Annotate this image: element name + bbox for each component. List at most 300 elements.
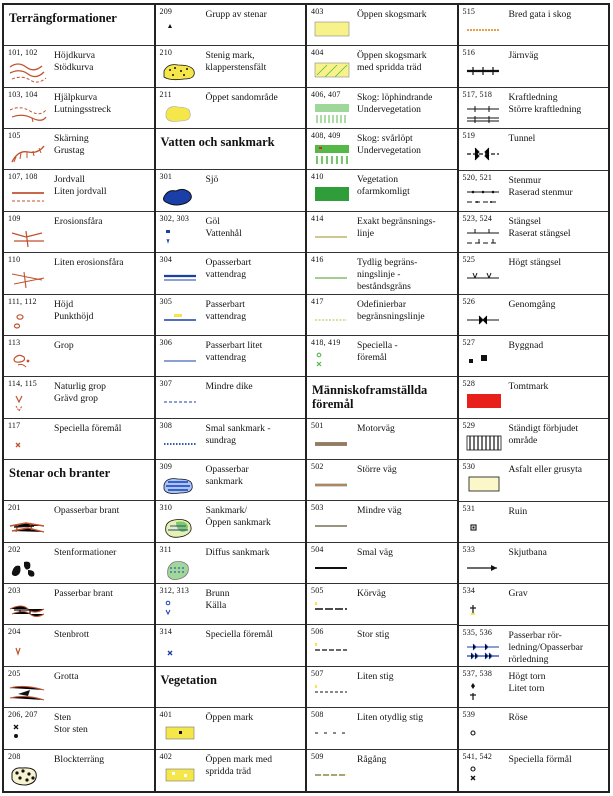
symbol-label-line: Högt torn (508, 671, 546, 682)
symbol-label-line: Exakt begränsnings- (357, 215, 436, 227)
legend-item (307, 667, 457, 708)
section-heading-line: Vatten och sankmark (160, 135, 275, 150)
legend-item (459, 502, 609, 543)
symbol-label (206, 216, 242, 240)
symbol-label-line: Grop (54, 339, 74, 351)
legend-item (156, 46, 306, 87)
legend-sheet (2, 3, 610, 793)
symbol-number: 537, 538 (462, 669, 493, 678)
symbol-number: 516 (462, 48, 476, 58)
lake-icon (160, 183, 200, 207)
section-heading-line: Vegetation (160, 672, 217, 687)
symbol-label (206, 712, 254, 724)
symbol-number: 301 (159, 172, 173, 182)
form-line-icon (8, 101, 48, 125)
legend-item (307, 129, 457, 170)
symbol-label-line: sundrag (205, 434, 236, 446)
minor-road-icon (311, 514, 351, 538)
symbol-number: 531 (462, 503, 476, 513)
symbol-number: 515 (462, 7, 476, 16)
rough-open-trees-icon (311, 59, 351, 83)
symbol-label-line: Byggnad (508, 340, 544, 351)
legend-item (307, 253, 457, 294)
symbol-label-line: område (508, 434, 538, 446)
vegetation-feature-icon (311, 349, 351, 373)
impassable-watercourse-icon (160, 266, 200, 290)
symbol-label-line: ningslinje - (357, 269, 401, 281)
symbol-number: 533 (462, 544, 476, 554)
small-erosion-gully-icon (8, 266, 48, 290)
section-heading-line: Terrängformationer (9, 11, 117, 25)
symbol-label-line: Höjd (54, 298, 74, 310)
symbol-label (509, 754, 572, 766)
symbol-label-line: Genomgång (508, 298, 556, 310)
symbol-label-line: Öppen skogsmark (357, 50, 427, 62)
legend-item (4, 708, 154, 749)
symbol-label-line: Öppen skogsmark (357, 9, 427, 20)
legend-item (4, 750, 154, 791)
symbol-label-line: Motorväg (357, 422, 395, 434)
legend-item (4, 295, 154, 336)
passable-watercourse-icon (160, 308, 200, 332)
rocky-pit-icon (8, 638, 48, 662)
railway-icon (463, 59, 503, 83)
symbol-label-line: Högt stängsel (508, 257, 561, 269)
symbol-label (509, 506, 528, 518)
symbol-label-line: Vattenhål (205, 227, 242, 239)
symbol-label (54, 340, 74, 352)
symbol-number: 109 (8, 213, 21, 223)
symbol-label-line: Stängsel (508, 215, 542, 227)
symbol-number: 401 (159, 710, 173, 720)
symbol-label-line: spridda träd (205, 765, 252, 777)
well-icon (160, 597, 200, 621)
open-land-trees-icon (160, 763, 200, 787)
symbol-number: 523, 524 (462, 213, 493, 223)
crossing-point-icon (463, 308, 503, 332)
symbol-number: 507 (311, 668, 324, 678)
symbol-label-line: Bred gata i skog (508, 9, 572, 20)
symbol-label-line: Raserat stängsel (508, 227, 571, 239)
depression-icon (8, 349, 48, 373)
symbol-label-line: Smal väg (357, 546, 393, 558)
legend-item (156, 5, 306, 46)
symbol-label (54, 671, 79, 683)
symbol-label (357, 588, 386, 600)
symbol-label-line: Speciella förmål (508, 753, 572, 765)
symbol-label (54, 216, 102, 228)
legend-item (459, 667, 609, 708)
symbol-label (357, 547, 393, 559)
pit-icon (8, 390, 48, 414)
open-sandy-ground-icon (160, 101, 200, 125)
symbol-label-line: Liten otydlig stig (357, 712, 424, 724)
symbol-label-line: Diffus sankmark (205, 546, 270, 558)
symbol-label-line: Kraftledning (508, 91, 558, 103)
section-heading-line: Stenar och branter (9, 466, 111, 480)
symbol-label-line: Vegetation (357, 174, 399, 186)
symbol-label (509, 9, 572, 21)
legend-item (4, 336, 154, 377)
legend-item (459, 295, 609, 336)
symbol-label-line: Sten (54, 712, 72, 724)
symbol-number: 404 (311, 48, 324, 58)
symbol-number: 111, 112 (8, 296, 37, 306)
symbol-number: 206, 207 (8, 710, 38, 720)
stone-wall-icon (463, 184, 503, 208)
symbol-label (357, 671, 394, 683)
erosion-gully-icon (8, 225, 48, 249)
symbol-label (509, 712, 528, 724)
symbol-label (54, 423, 121, 435)
legend-item (4, 377, 154, 418)
legend-item (4, 543, 154, 584)
symbol-label-line: Sjö (205, 174, 219, 186)
legend-item (156, 584, 306, 625)
symbol-number: 202 (8, 544, 21, 554)
symbol-label-line: Skjutbana (508, 546, 547, 558)
symbol-number: 501 (311, 420, 324, 430)
symbol-number: 208 (8, 751, 21, 761)
symbol-number: 525 (462, 255, 476, 265)
ride-icon (311, 763, 351, 787)
symbol-number: 110 (8, 255, 21, 265)
legend-item (459, 88, 609, 129)
symbol-label (509, 423, 579, 447)
symbol-label-line: Stor sten (54, 724, 88, 736)
symbol-label-line: Stenbrott (54, 629, 90, 641)
symbol-label-line: Höjdkurva (54, 50, 96, 62)
symbol-label (509, 381, 549, 393)
symbol-label-line: Öppen mark (205, 712, 254, 724)
legend-item (459, 212, 609, 253)
symbol-number: 408, 409 (311, 131, 341, 141)
fence-icon (463, 225, 503, 249)
motorway-icon (311, 432, 351, 456)
symbol-label-line: Smal sankmark - (205, 422, 271, 434)
cave-icon (8, 680, 48, 704)
symbol-label-line: Speciella - (357, 339, 398, 351)
symbol-label-line: Järnväg (508, 50, 539, 62)
wide-street-icon (463, 18, 503, 42)
small-path-icon (311, 680, 351, 704)
symbol-label (54, 133, 89, 157)
symbol-label-line: Opasserbar (205, 464, 249, 475)
symbol-number: 304 (159, 255, 173, 265)
symbol-number: 509 (311, 751, 324, 761)
symbol-number: 528 (462, 379, 476, 389)
symbol-label-line: Större kraftledning (508, 103, 582, 115)
out-of-bounds-icon (463, 432, 503, 456)
legend-item (459, 460, 609, 501)
symbol-label-line: Passerbar rör- (508, 629, 562, 641)
symbol-number: 529 (462, 420, 476, 430)
symbol-label (509, 50, 539, 62)
symbol-label-line: Grävd grop (54, 393, 98, 405)
legend-item (156, 253, 306, 294)
symbol-label (509, 547, 547, 559)
section-heading-line: Människoframställda (312, 383, 428, 398)
special-feature-icon (8, 432, 48, 456)
symbol-number: 201 (8, 503, 21, 513)
boulder-field-icon (8, 763, 48, 787)
symbol-number: 416 (311, 255, 324, 265)
symbol-number: 534 (462, 586, 476, 596)
symbol-label-line: Stenformationer (54, 546, 117, 558)
symbol-label-line: Speciella föremål (54, 422, 122, 434)
symbol-label-line: vattendrag (205, 269, 246, 281)
symbol-label (54, 92, 111, 116)
symbol-label-line: Mindre väg (357, 505, 402, 517)
legend-item (459, 129, 609, 170)
small-watercourse-icon (160, 349, 200, 373)
symbol-label-line: Skog: löphindrande (357, 91, 433, 103)
symbol-number: 105 (8, 131, 21, 141)
symbol-number: 403 (311, 7, 324, 16)
legend-item (307, 750, 457, 791)
symbol-number: 114, 115 (8, 379, 38, 389)
symbol-label-line: rörledning (508, 653, 549, 665)
symbol-number: 520, 521 (462, 172, 493, 182)
symbol-label (509, 133, 536, 145)
symbol-label-line: Stor stig (357, 629, 390, 641)
symbol-label-line: Opasserbar brant (54, 505, 120, 517)
symbol-label-line: vattendrag (205, 310, 246, 322)
legend-item (156, 625, 306, 666)
symbol-label-line: ofarmkomligt (357, 186, 410, 198)
symbol-label (54, 547, 116, 559)
symbol-number: 418, 419 (311, 337, 341, 347)
symbol-label-line: klapperstensfält (205, 62, 267, 74)
symbol-label (54, 712, 88, 736)
symbol-label (206, 257, 252, 281)
legend-item (307, 88, 457, 129)
symbol-label (509, 299, 556, 311)
symbol-label-line: Asfalt eller grusyta (508, 464, 583, 476)
indistinct-boundary-icon (311, 308, 351, 332)
symbol-label-line: Stenig mark, (205, 50, 255, 62)
symbol-label (206, 423, 271, 447)
symbol-label-line: Skog: svårlöpt (357, 133, 413, 145)
symbol-number: 541, 542 (462, 751, 493, 761)
legend-item (156, 750, 306, 791)
symbol-number: 101, 102 (8, 48, 38, 58)
earth-wall-icon (8, 183, 48, 207)
symbol-number: 406, 407 (311, 89, 341, 99)
symbol-label-line: Grotta (54, 670, 79, 682)
symbol-number: 402 (159, 751, 173, 761)
legend-item (307, 543, 457, 584)
symbol-label-line: Speciella föremål (205, 629, 273, 641)
symbol-label (54, 174, 107, 198)
symbol-number: 503 (311, 503, 324, 513)
symbol-number: 117 (8, 420, 21, 430)
legend-item (307, 708, 457, 749)
legend-item (307, 46, 457, 87)
legend-item (459, 584, 609, 625)
symbol-number: 211 (159, 89, 172, 99)
symbol-label (357, 712, 423, 724)
special-man-made-icon (463, 763, 503, 787)
legend-item (307, 336, 457, 377)
tunnel-icon (463, 142, 503, 166)
symbol-label-line: Större väg (357, 464, 397, 475)
symbol-number: 508 (311, 710, 324, 720)
section-heading (4, 5, 154, 46)
symbol-label (54, 588, 113, 600)
grave-icon (463, 597, 503, 621)
symbol-label (357, 174, 410, 198)
legend-item (459, 253, 609, 294)
symbol-label (54, 629, 89, 641)
high-fence-icon (463, 266, 503, 290)
legend-item (4, 625, 154, 666)
legend-item (459, 543, 609, 584)
symbol-label-line: Öppen sankmark (205, 517, 271, 529)
symbol-label-line: Stödkurva (54, 62, 94, 74)
legend-item (307, 460, 457, 501)
marsh-icon (160, 514, 200, 538)
symbol-label-line: Erosionsfåra (54, 215, 103, 227)
symbol-label (206, 754, 273, 778)
stony-ground-icon (160, 59, 200, 83)
legend-item (4, 212, 154, 253)
symbol-label-line: Röse (508, 712, 528, 724)
narrow-road-icon (311, 556, 351, 580)
vehicle-track-icon (311, 597, 351, 621)
symbol-number: 519 (462, 131, 476, 141)
symbol-label-line: Grustag (54, 145, 85, 157)
firing-range-icon (463, 556, 503, 580)
symbol-number: 417 (311, 296, 324, 306)
symbol-label (54, 50, 95, 74)
legend-item (4, 419, 154, 460)
earth-bank-icon (8, 142, 48, 166)
symbol-label-line: Körväg (357, 588, 386, 600)
symbol-label-line: Passerbart (205, 298, 245, 310)
tower-icon (463, 680, 503, 704)
symbol-label-line: Sankmark/ (205, 505, 248, 517)
symbol-label (509, 464, 583, 476)
boulder-cluster-icon (160, 18, 200, 42)
symbol-number: 203 (8, 586, 21, 596)
symbol-number: 107, 108 (8, 172, 38, 182)
symbol-label (357, 133, 421, 157)
legend-item (156, 708, 306, 749)
symbol-number: 527 (462, 338, 476, 347)
symbol-label (509, 588, 528, 600)
symbol-label (357, 423, 395, 435)
symbol-label-line: vattendrag (205, 351, 246, 363)
symbol-label (357, 257, 417, 293)
symbol-label-line: Brunn (205, 588, 230, 600)
legend-item (156, 501, 306, 542)
symbol-label-line: Liten jordvall (54, 186, 107, 198)
symbol-label-line: Opasserbart (205, 257, 252, 269)
open-land-icon (160, 721, 200, 745)
legend-item (307, 212, 457, 253)
symbol-label-line: Öppet sandområde (205, 91, 278, 103)
symbol-label-line: Skärning (54, 133, 89, 145)
cultivation-boundary-icon (311, 225, 351, 249)
symbol-label-line: Naturlig grop (54, 381, 106, 393)
legend-item (459, 171, 609, 212)
boulder-icon (8, 721, 48, 745)
legend-item (156, 336, 306, 377)
symbol-label (509, 671, 546, 695)
symbol-label (509, 175, 573, 199)
symbol-number: 414 (311, 213, 324, 223)
legend-item (4, 584, 154, 625)
symbol-label-line: Ständigt förbjudet (508, 422, 579, 434)
legend-item (307, 295, 457, 336)
slow-running-forest-icon (311, 101, 351, 125)
legend-item (4, 129, 154, 170)
symbol-label-line: ledning/Opasserbar (508, 641, 584, 653)
legend-item (156, 460, 306, 501)
legend-item (307, 584, 457, 625)
symbol-label-line: föremål (357, 351, 387, 363)
symbol-number: 302, 303 (159, 213, 190, 223)
symbol-label-line: linje (357, 227, 375, 239)
symbol-label (206, 629, 273, 641)
legend-item (459, 708, 609, 749)
legend-item (307, 170, 457, 211)
legend-item (156, 212, 306, 253)
section-heading-line: föremål (312, 397, 354, 412)
symbol-label (357, 505, 402, 517)
pipeline-icon (463, 639, 503, 663)
impassable-vegetation-icon (311, 183, 351, 207)
rock-pillar-icon (8, 556, 48, 580)
symbol-label (54, 754, 104, 766)
symbol-label (357, 9, 427, 21)
legend-column-3 (307, 5, 459, 791)
knoll-icon (8, 308, 48, 332)
settlement-icon (463, 390, 503, 414)
symbol-label-line: Rågång (357, 753, 387, 765)
symbol-label (206, 464, 249, 488)
symbol-label-line: Lutningsstreck (54, 103, 112, 115)
symbol-label-line: Tomtmark (508, 381, 549, 393)
legend-item (459, 336, 609, 377)
contour-lines-icon (8, 59, 48, 83)
section-heading (156, 667, 306, 708)
indistinct-marsh-icon (160, 556, 200, 580)
symbol-number: 209 (159, 7, 173, 16)
symbol-number: 308 (159, 420, 173, 430)
symbol-label (206, 588, 230, 612)
paved-area-icon (463, 473, 503, 497)
legend-item (459, 750, 609, 791)
symbol-number: 307 (159, 379, 173, 389)
legend-item (4, 501, 154, 542)
legend-item (459, 46, 609, 87)
footpath-icon (311, 638, 351, 662)
symbol-label-line: begränsningslinje (357, 310, 425, 322)
major-road-icon (311, 473, 351, 497)
symbol-number: 205 (8, 668, 21, 678)
symbol-label (206, 299, 247, 323)
symbol-label-line: Öppen mark med (205, 753, 273, 765)
symbol-label-line: Hjälpkurva (54, 91, 98, 103)
symbol-label-line: Undervegetation (357, 145, 421, 157)
symbol-label (509, 257, 562, 269)
symbol-number: 305 (159, 296, 173, 306)
symbol-label (357, 629, 389, 641)
legend-item (4, 46, 154, 87)
symbol-label (206, 9, 267, 21)
